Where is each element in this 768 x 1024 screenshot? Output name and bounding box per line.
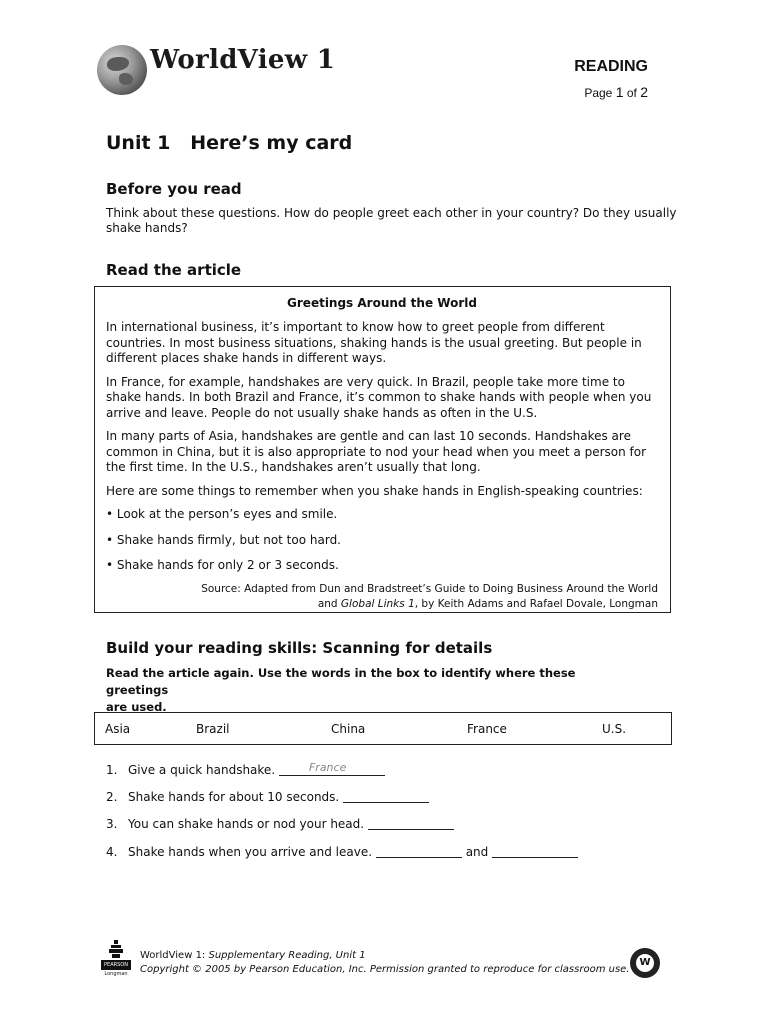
worldview-globe-logo [97,45,147,95]
skills-instructions: Read the article again. Use the words in the box to identify where these greetings are used. [106,666,576,714]
answer-blank[interactable] [376,845,462,858]
answer-blank[interactable] [492,845,578,858]
sample-answer: France [308,761,347,774]
skills-heading: Build your reading skills: Scanning for details [106,639,493,657]
word-box-item: Brazil [196,722,230,736]
article-bullet: • Look at the person’s eyes and smile. [106,507,338,521]
question-item: 2. Shake hands for about 10 seconds. [106,788,429,804]
article-paragraph: In France, for example, handshakes are very quick. In Brazil, people take more time to shake hands. In both Brazil and France, it’s common to shake hands with people when you arrive and leave. People do not usually shake hands as often in the U.S. [106,374,652,420]
answer-blank[interactable] [368,817,454,830]
article-title: Greetings Around the World [287,296,477,310]
article-bullet: • Shake hands for only 2 or 3 seconds. [106,558,339,572]
section-label: READING [574,58,648,75]
word-box-item: Asia [105,722,131,736]
question-item: 4. Shake hands when you arrive and leave. and [106,843,578,859]
article-paragraph: In international business, it’s important to know how to greet people from different countries. In most business situations, shaking hands is the usual greeting. But people in different places shake hands in different ways. [106,320,642,365]
word-box-item: U.S. [602,722,627,736]
article-box [94,286,671,613]
before-read-line1: Think about these questions. How do people greet each other in your country? Do they usually [106,206,677,220]
article-paragraph: In many parts of Asia, handshakes are gentle and can last 10 seconds. Handshakes are common in China, but it is also appropriate to nod your head when you meet a person for the first time. In the U.S., handshakes aren’t usually that long. [106,429,647,474]
read-article-heading: Read the article [106,261,242,279]
answer-blank[interactable] [343,790,429,803]
page-indicator: Page 1 of 2 [584,84,648,100]
word-box-item: France [467,722,507,736]
question-item: 3. You can shake hands or nod your head. [106,815,454,831]
question-item: 1. Give a quick handshake. France [106,761,385,777]
pearson-emblem-icon [109,940,123,958]
word-box-item: China [331,722,366,736]
brand-title: WorldView 1 [150,45,336,75]
before-read-line2: shake hands? [106,221,188,235]
article-bullet: • Shake hands firmly, but not too hard. [106,532,341,547]
worldview-seal-icon: W [630,948,660,978]
footer-title: WorldView 1: Supplementary Reading, Unit 1 [140,950,366,961]
before-read-heading: Before you read [106,180,242,198]
answer-blank[interactable] [279,763,385,776]
footer-copyright: Copyright © 2005 by Pearson Education, Inc. Permission granted to reproduce for classroom use. [140,964,630,975]
pearson-longman-logo: PEARSON Longman [99,940,133,978]
article-source: Source: Adapted from Dun and Bradstreet’s Guide to Doing Business Around the World and Global Links 1, by Keith Adams and Rafael Dovale, Longman [201,582,658,610]
word-box [94,712,672,745]
unit-title: Unit 1 Here’s my card [106,132,353,154]
article-paragraph: Here are some things to remember when you shake hands in English-speaking countries: [106,483,643,498]
